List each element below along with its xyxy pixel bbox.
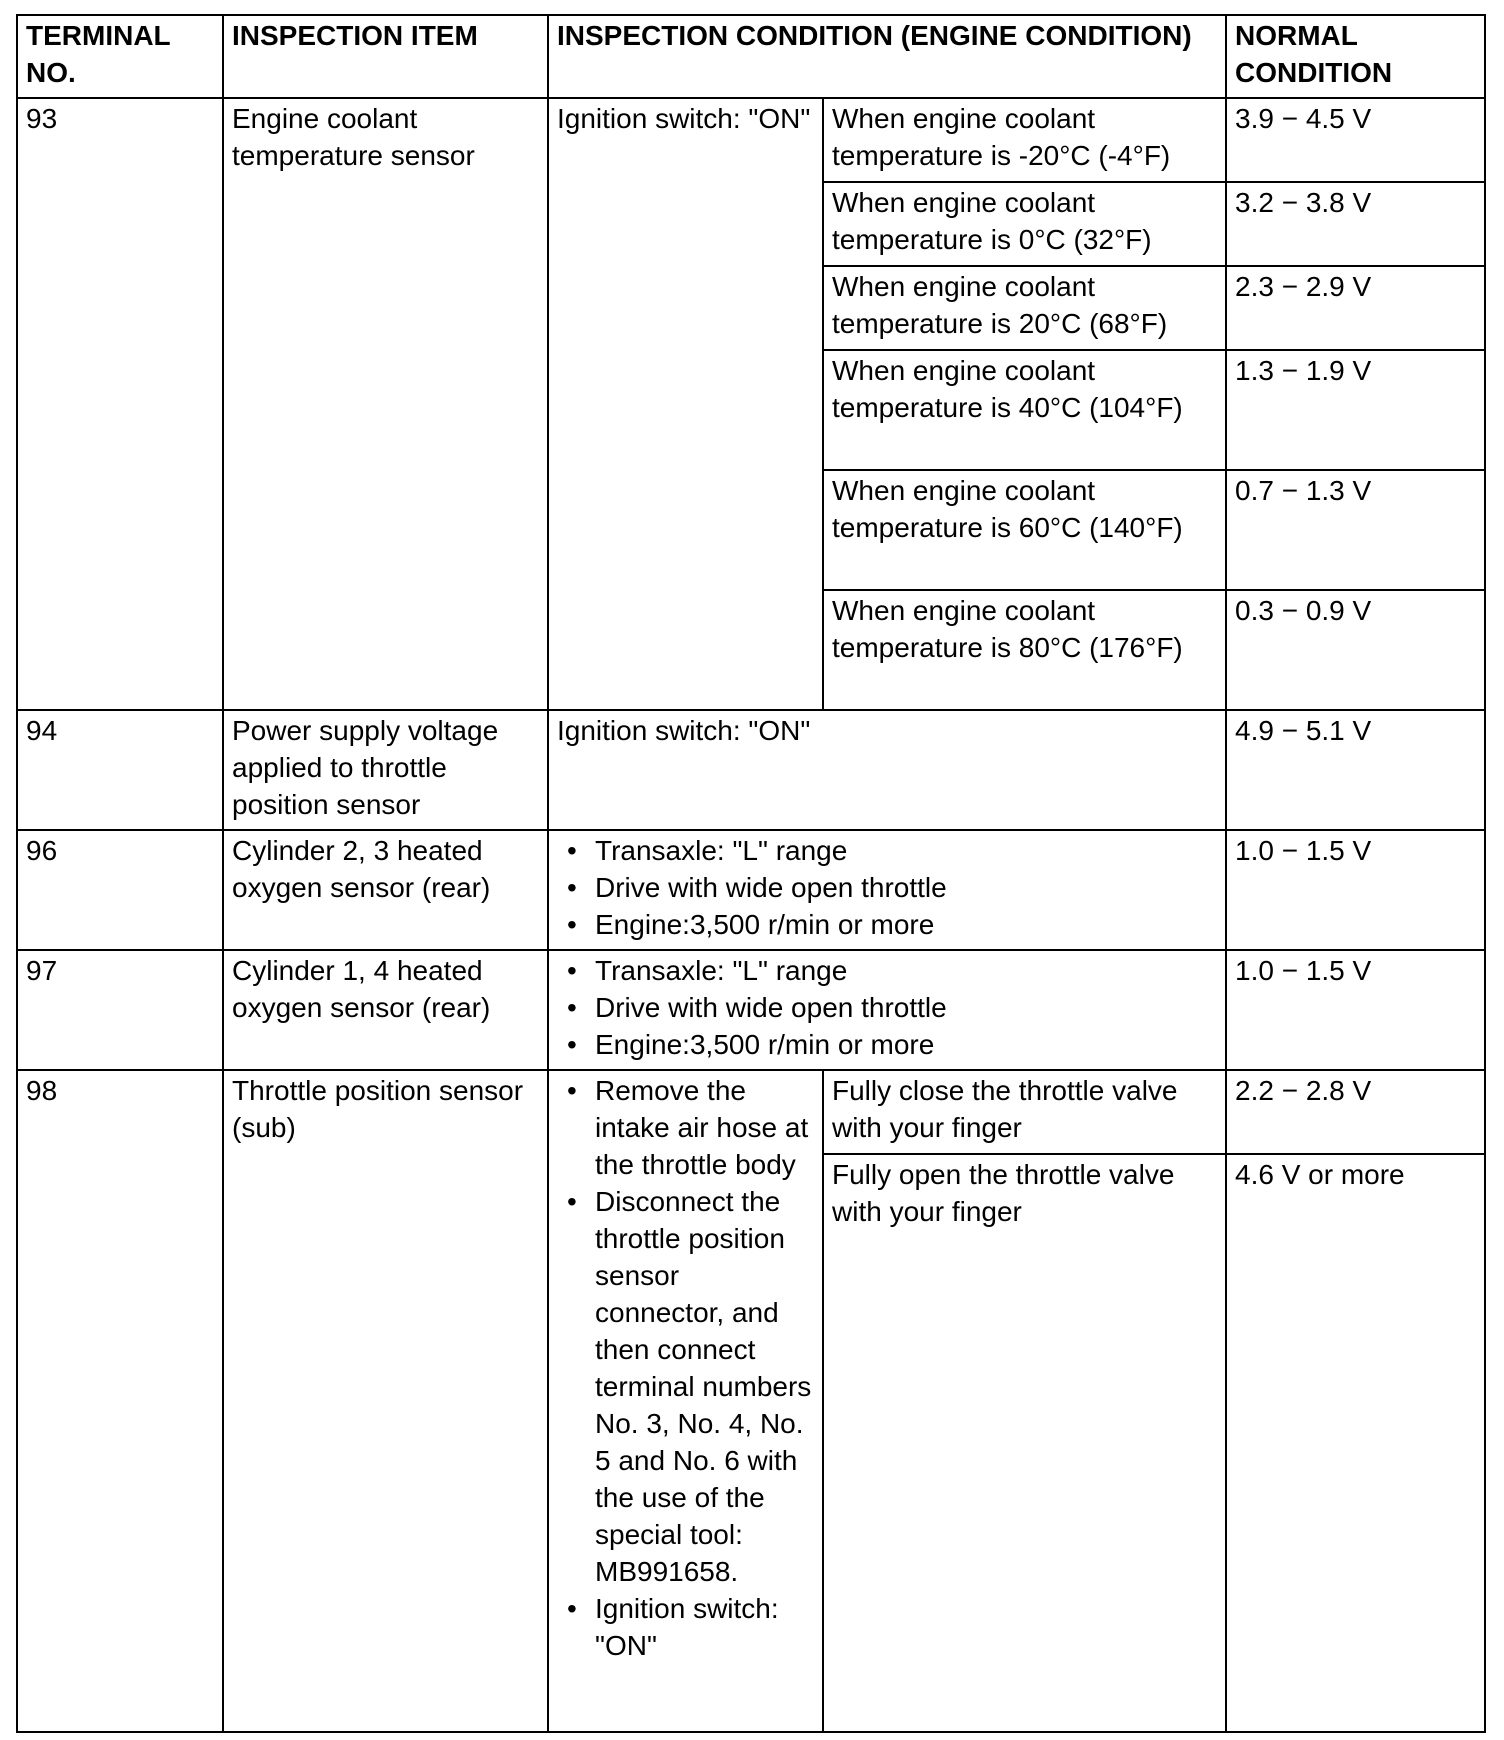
table-row — [17, 950, 1485, 1070]
table-header-row — [17, 15, 1485, 98]
normal-condition: 3.2 − 3.8 V — [1226, 182, 1485, 266]
sub-condition: When engine coolant temperature is 0°C (32°F) — [823, 182, 1226, 266]
normal-condition: 0.3 − 0.9 V — [1226, 590, 1485, 710]
condition-bullet: • Ignition switch: "ON" — [557, 1590, 814, 1664]
header-terminal-no: TERMINAL NO. — [17, 15, 223, 98]
sub-condition: Fully open the throttle valve with your finger — [823, 1154, 1226, 1732]
normal-condition: 1.0 − 1.5 V — [1226, 830, 1485, 950]
condition-bullet: • Disconnect the throttle position sensor connector, and then connect terminal numbers No. 3, No. 4, No. 5 and No. 6 with the use of the special tool: MB991658. — [557, 1183, 814, 1590]
condition-bullet: • Remove the intake air hose at the throttle body — [557, 1072, 814, 1183]
inspection-item: Throttle position sensor (sub) — [223, 1070, 548, 1732]
header-inspection-item: INSPECTION ITEM — [223, 15, 548, 98]
table-row — [17, 98, 1485, 182]
normal-condition: 1.3 − 1.9 V — [1226, 350, 1485, 470]
terminal-number: 94 — [17, 710, 223, 830]
inspection-item: Power supply voltage applied to throttle position sensor — [223, 710, 548, 830]
normal-condition: 0.7 − 1.3 V — [1226, 470, 1485, 590]
inspection-table — [16, 14, 1486, 1733]
inspection-item: Cylinder 1, 4 heated oxygen sensor (rear) — [223, 950, 548, 1070]
inspection-condition — [548, 950, 1226, 1070]
condition-bullet: • Transaxle: "L" range — [557, 832, 1217, 869]
condition-bullet: • Drive with wide open throttle — [557, 989, 1217, 1026]
sub-condition: Fully close the throttle valve with your finger — [823, 1070, 1226, 1154]
condition-list — [557, 952, 1217, 1063]
inspection-condition — [548, 830, 1226, 950]
sub-condition: When engine coolant temperature is -20°C (-4°F) — [823, 98, 1226, 182]
sub-condition: When engine coolant temperature is 40°C (104°F) — [823, 350, 1226, 470]
condition-bullet: • Drive with wide open throttle — [557, 869, 1217, 906]
header-inspection-condition: INSPECTION CONDITION (ENGINE CONDITION) — [548, 15, 1226, 98]
table-row — [17, 1070, 1485, 1154]
inspection-item: Engine coolant temperature sensor — [223, 98, 548, 710]
normal-condition: 2.3 − 2.9 V — [1226, 266, 1485, 350]
sub-condition: When engine coolant temperature is 80°C (176°F) — [823, 590, 1226, 710]
inspection-condition — [548, 1070, 823, 1732]
inspection-item: Cylinder 2, 3 heated oxygen sensor (rear) — [223, 830, 548, 950]
condition-list — [557, 1072, 814, 1664]
sub-condition: When engine coolant temperature is 20°C (68°F) — [823, 266, 1226, 350]
terminal-number: 96 — [17, 830, 223, 950]
condition-bullet: • Engine:3,500 r/min or more — [557, 906, 1217, 943]
condition-bullet: • Engine:3,500 r/min or more — [557, 1026, 1217, 1063]
header-normal-condition: NORMAL CONDITION — [1226, 15, 1485, 98]
normal-condition: 3.9 − 4.5 V — [1226, 98, 1485, 182]
condition-bullet: • Transaxle: "L" range — [557, 952, 1217, 989]
terminal-number: 98 — [17, 1070, 223, 1732]
inspection-condition: Ignition switch: "ON" — [548, 98, 823, 710]
normal-condition: 4.9 − 5.1 V — [1226, 710, 1485, 830]
terminal-number: 97 — [17, 950, 223, 1070]
condition-list — [557, 832, 1217, 943]
normal-condition: 2.2 − 2.8 V — [1226, 1070, 1485, 1154]
inspection-condition: Ignition switch: "ON" — [548, 710, 1226, 830]
table-row — [17, 710, 1485, 830]
terminal-number: 93 — [17, 98, 223, 710]
sub-condition: When engine coolant temperature is 60°C (140°F) — [823, 470, 1226, 590]
table-row — [17, 830, 1485, 950]
normal-condition: 4.6 V or more — [1226, 1154, 1485, 1732]
normal-condition: 1.0 − 1.5 V — [1226, 950, 1485, 1070]
